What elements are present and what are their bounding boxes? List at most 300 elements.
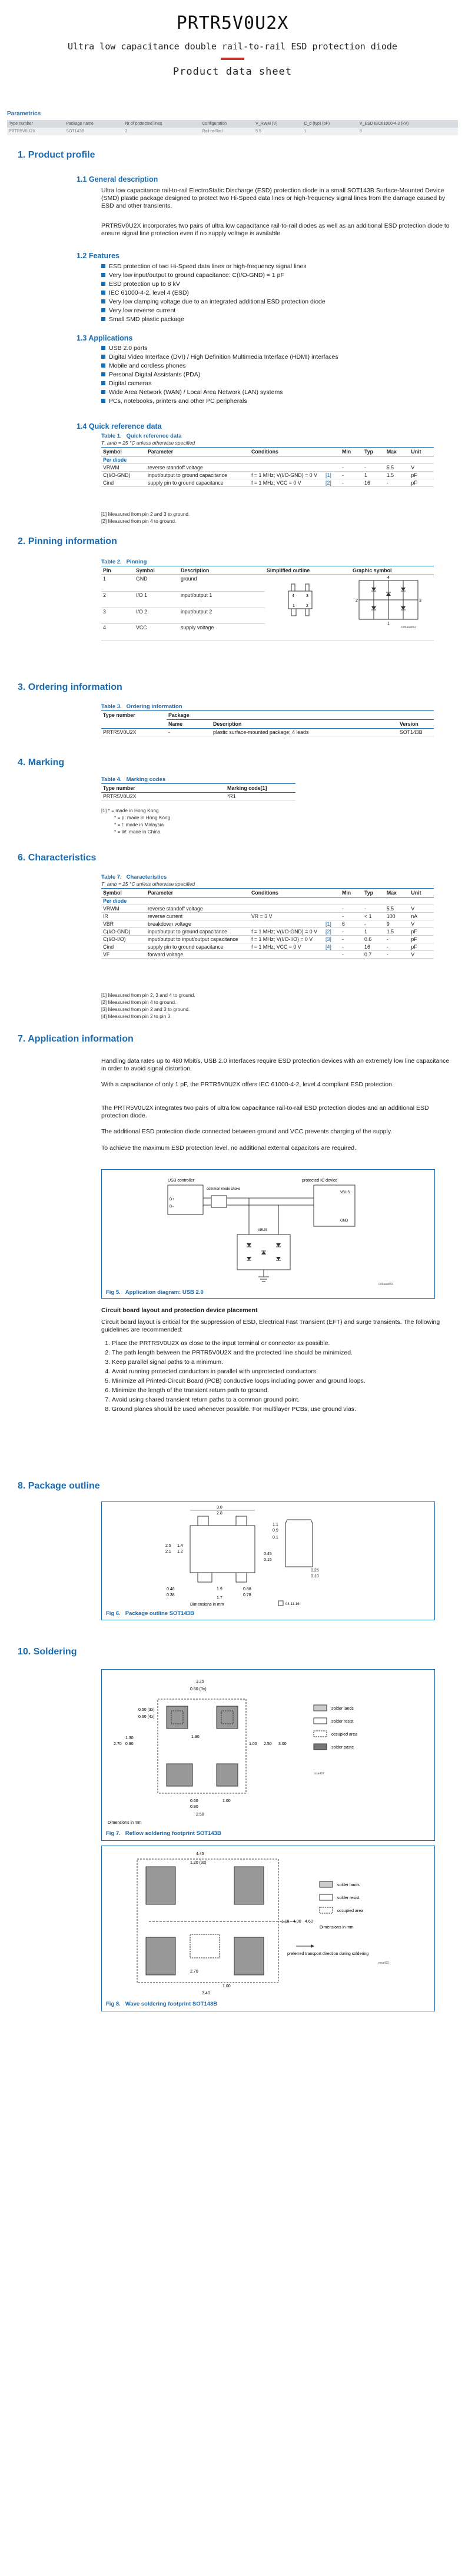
note: [1] * = made in Hong Kong: [101, 807, 159, 813]
dplus-label: D+: [170, 1198, 174, 1202]
col-head: Pin: [101, 566, 134, 575]
ordering-table: [101, 710, 434, 736]
table-3-caption: [101, 703, 182, 710]
cell: I/O 2: [134, 608, 179, 624]
app-p4: The additional ESD protection diode connected between ground and VCC prevents charging of the supply.: [101, 1128, 393, 1135]
cell: -: [340, 936, 363, 943]
cell: 100: [385, 913, 410, 920]
guideline-item: 2. The path length between the PRTR5V0U2X and the protected line should be minimized.: [112, 1349, 465, 1357]
cell: 2: [101, 591, 134, 608]
col-head: [324, 448, 340, 456]
cell: pF: [409, 936, 434, 943]
col-head: Graphic symbol: [351, 566, 434, 575]
figure-8-box: [101, 1846, 435, 2011]
feature-item: ESD protection of two Hi-Speed data lines or high-frequency signal lines: [109, 262, 326, 271]
parametrics-table: [7, 120, 458, 135]
cell: pF: [409, 928, 434, 936]
cell: [250, 905, 324, 913]
cell: I/O 1: [134, 591, 179, 608]
table-7-caption: [101, 874, 167, 880]
cell: forward voltage: [146, 951, 250, 959]
figure-7-caption: [106, 1830, 221, 1837]
fig5-code: 006aaa653: [378, 1283, 394, 1286]
table-row: [101, 464, 434, 472]
figure-7-box: [101, 1669, 435, 1841]
col-head: Description: [179, 566, 265, 575]
symbol-pin-label: 1: [387, 622, 390, 626]
table-4-caption: [101, 776, 165, 783]
application-item: Wide Area Network (WAN) / Local Area Network (LAN) systems: [109, 388, 338, 397]
section-3-heading: 3. Ordering information: [18, 682, 122, 692]
cell: -: [340, 905, 363, 913]
cell: -: [385, 936, 410, 943]
table-2-num: Table 2.: [101, 559, 122, 565]
footnote-ref[interactable]: [1]: [324, 472, 340, 479]
guideline-item: 8. Ground planes should be used whenever possible. For multilayer PCBs, use ground vias.: [112, 1406, 465, 1413]
cell: f = 1 MHz; V(I/O-I/O) = 0 V: [250, 936, 324, 943]
table-row: [101, 951, 434, 959]
cell: f = 1 MHz; VCC = 0 V: [250, 479, 324, 487]
cell: breakdown voltage: [146, 920, 250, 928]
col-head: Version: [398, 720, 434, 729]
dim-label: 0.90: [125, 1742, 134, 1746]
note: [1] Measured from pin 2 and 3 to ground.: [101, 511, 190, 517]
col-head: Name: [167, 720, 211, 729]
dim-label: 1.15: [281, 1920, 290, 1924]
param-col: C_d (typ) (pF): [302, 120, 357, 128]
graphic-symbol-drawing: [353, 573, 424, 629]
dim-label: 1.30: [125, 1736, 134, 1740]
table-7-subcaption: T_amb = 25 °C unless otherwise specified: [101, 881, 195, 887]
cell: 5.5: [385, 464, 410, 472]
cell: VR = 3 V: [250, 913, 324, 920]
fig8-num: Fig 8.: [106, 2001, 121, 2007]
cell: < 1: [363, 913, 385, 920]
section-1-1-heading: 1.1 General description: [77, 175, 158, 183]
cell: VRWM: [101, 905, 146, 913]
param-cell: 8: [358, 128, 458, 135]
dim-label: 3.25: [196, 1680, 204, 1684]
dim-label: 0.88: [243, 1587, 251, 1591]
quick-reference-table: [101, 447, 434, 487]
reflow-code: msa467: [314, 1772, 324, 1776]
feature-item: Very low reverse current: [109, 306, 326, 315]
col-head: [324, 889, 340, 897]
param-col: Nr of protected lines: [124, 120, 201, 128]
cell: 4: [101, 624, 134, 640]
doc-type: Product data sheet: [172, 66, 293, 78]
param-cell: 2: [124, 128, 201, 135]
guideline-item: 4. Avoid running protected conductors in parallel with unprotected conductors.: [112, 1368, 465, 1376]
section-8-heading: 8. Package outline: [18, 1481, 100, 1491]
col-head: Type number: [101, 784, 225, 793]
section-1-3-heading: 1.3 Applications: [77, 334, 133, 342]
guideline-item: 7. Avoid using shared transient return paths to a common ground point.: [112, 1396, 465, 1404]
cell: input/output to ground capacitance: [146, 472, 250, 479]
cell: 1.5: [385, 472, 410, 479]
footnote-ref[interactable]: [1]: [324, 920, 340, 928]
layout-guidelines: [101, 1340, 465, 1415]
marking-table: [101, 783, 295, 800]
col-head: Conditions: [250, 889, 324, 897]
param-cell: 5.5: [254, 128, 302, 135]
vbus-label: VBUS: [258, 1229, 268, 1232]
cell: IR: [101, 913, 146, 920]
dim-label: 2.50: [196, 1813, 204, 1817]
dim-label: 1.00: [222, 1799, 231, 1803]
param-cell: SOT143B: [64, 128, 123, 135]
table-7-title: Characteristics: [126, 874, 167, 880]
note: [2] Measured from pin 4 to ground.: [101, 518, 177, 524]
wave-footprint-drawing: [102, 1846, 434, 2000]
note: * = t: made in Malaysia: [114, 822, 164, 827]
cell: [324, 951, 340, 959]
dim-label: 1.90: [191, 1735, 200, 1739]
dim-label: 1.7: [217, 1596, 222, 1600]
dim-label: 2.5: [165, 1544, 171, 1548]
cell: -: [340, 479, 363, 487]
app-p2: With a capacitance of only 1 pF, the PRTR5V0U2X offers IEC 61000-4-2, level 4 compliant ESD protection.: [101, 1081, 394, 1088]
footnote-ref[interactable]: [2]: [324, 928, 340, 936]
cell: [324, 905, 340, 913]
dim-label: 2.8: [217, 1511, 222, 1516]
application-item: USB 2.0 ports: [109, 344, 338, 353]
cell: 6: [340, 920, 363, 928]
section-1-heading: 1. Product profile: [18, 150, 95, 160]
note: [1] Measured from pin 2, 3 and 4 to ground.: [101, 992, 195, 998]
note: [3] Measured from pin 2 and 3 to ground.: [101, 1006, 190, 1012]
legend-item: solder resist: [337, 1896, 360, 1900]
wave-units: Dimensions in mm: [320, 1926, 354, 1930]
col-head: Min: [340, 889, 363, 897]
section-4-heading: 4. Marking: [18, 758, 65, 768]
cell: f = 1 MHz; V(I/O-GND) = 0 V: [250, 928, 324, 936]
fig7-title: Reflow soldering footprint SOT143B: [125, 1830, 221, 1837]
symbol-pin-label: 4: [387, 576, 390, 580]
table-1-subcaption: T_amb = 25 °C unless otherwise specified: [101, 440, 195, 446]
table-4-notes: [101, 807, 170, 835]
table-7-notes: [101, 992, 195, 1020]
cell: [324, 464, 340, 472]
features-list: [101, 262, 326, 324]
dim-label: 1.20 (3x): [190, 1861, 207, 1865]
characteristics-table: [101, 888, 434, 959]
feature-item: Very low clamping voltage due to an integrated additional ESD protection diode: [109, 298, 326, 305]
figure-6-caption: [106, 1610, 194, 1617]
section-1-2-heading: 1.2 Features: [77, 252, 119, 260]
dim-label: 3.00: [278, 1742, 287, 1746]
cell: PRTR5V0U2X: [101, 793, 225, 800]
fig5-num: Fig 5.: [106, 1289, 121, 1296]
cell: -: [363, 920, 385, 928]
param-col: V_ESD IEC61000-4-2 (kV): [358, 120, 458, 128]
figure-5-box: [101, 1169, 435, 1299]
protected-ic-label: protected IC device: [302, 1179, 338, 1183]
cell: V: [409, 905, 434, 913]
col-head: Package: [167, 711, 434, 720]
table-group: Per diode: [101, 456, 434, 464]
table-2-caption: [101, 559, 147, 565]
param-col: Configuration: [200, 120, 254, 128]
cell: 3: [101, 608, 134, 624]
wave-code: msa422: [378, 1961, 389, 1965]
dim-label: 0.50 (3x): [138, 1708, 155, 1712]
cell: pF: [409, 472, 434, 479]
param-col: Type number: [7, 120, 64, 128]
col-head: Max: [385, 448, 410, 456]
cell: V: [409, 464, 434, 472]
table-3-title: Ordering information: [126, 703, 182, 710]
cell: 1: [363, 472, 385, 479]
title-accent-bar: [221, 58, 244, 60]
guideline-item: 5. Minimize all Printed-Circuit Board (PCB) conductive loops including power and ground loops.: [112, 1377, 465, 1385]
layout-intro: Circuit board layout is critical for the suppression of ESD, Electrical Fast Transient (EFT) and surge transients. The following guidelines are recommended:: [101, 1319, 440, 1333]
table-4-num: Table 4.: [101, 776, 122, 783]
cell: 1: [101, 575, 134, 592]
cell: -: [340, 913, 363, 920]
cell: 16: [363, 479, 385, 487]
section-10-heading: 10. Soldering: [18, 1647, 77, 1657]
table-4-title: Marking codes: [126, 776, 166, 783]
feature-item: Small SMD plastic package: [109, 315, 326, 324]
param-cell: Rail-to-Rail: [200, 128, 254, 135]
legend-item: solder resist: [331, 1720, 354, 1724]
cell: VBR: [101, 920, 146, 928]
cell: f = 1 MHz; VCC = 0 V: [250, 943, 324, 951]
dim-label: 1.00: [222, 1984, 231, 1988]
section-1-4-heading: 1.4 Quick reference data: [77, 422, 162, 431]
footnote-ref[interactable]: [2]: [324, 479, 340, 487]
cell: -: [385, 943, 410, 951]
doc-subtitle: Ultra low capacitance double rail-to-rail ESD protection diode: [68, 41, 397, 52]
vbus-pin-label: VBUS: [340, 1191, 350, 1194]
col-head: Symbol: [101, 448, 146, 456]
cell: PRTR5V0U2X: [101, 729, 167, 736]
cell: GND: [134, 575, 179, 592]
section-2-heading: 2. Pinning information: [18, 536, 117, 546]
dim-label: 0.60 (3x): [190, 1687, 207, 1691]
col-head: Simplified outline: [265, 566, 351, 575]
cell: -: [167, 729, 211, 736]
cell: [324, 913, 340, 920]
cell: input/output to ground capacitance: [146, 928, 250, 936]
outline-pin-label: 1: [293, 604, 295, 608]
col-head: Description: [211, 720, 398, 729]
dim-label: 0.9: [273, 1529, 278, 1533]
note: [4] Measured from pin 2 to pin 3.: [101, 1013, 172, 1019]
reflow-footprint-drawing: [102, 1670, 434, 1828]
app-p3: The PRTR5V0U2X integrates two pairs of ultra low capacitance rail-to-rail ESD protection diodes and an additional ESD protection diode.: [101, 1105, 429, 1119]
cell: reverse standoff voltage: [146, 905, 250, 913]
cell: ground: [179, 575, 265, 592]
outline-pin-label: 2: [306, 604, 308, 608]
simplified-outline-drawing: [277, 579, 324, 623]
col-head: Unit: [409, 448, 434, 456]
guideline-item: 3. Keep parallel signal paths to a minimum.: [112, 1359, 465, 1366]
note: * = p: made in Hong Kong: [114, 815, 171, 820]
col-head: Min: [340, 448, 363, 456]
choke-label: common mode choke: [207, 1187, 241, 1191]
table-7-num: Table 7.: [101, 874, 122, 880]
dim-label: 2.70: [190, 1970, 198, 1974]
table-2-title: Pinning: [126, 559, 147, 565]
table-row: [101, 479, 434, 487]
feature-item: ESD protection up to 8 kV: [109, 280, 326, 289]
cell: 16: [363, 943, 385, 951]
dim-label: 0.78: [243, 1593, 251, 1597]
footnote-ref[interactable]: [3]: [324, 936, 340, 943]
dim-label: 0.15: [264, 1558, 272, 1562]
cell: -: [340, 951, 363, 959]
table-row: [101, 920, 434, 928]
cell: input/output 2: [179, 608, 265, 624]
gnd-pin-label: GND: [340, 1219, 348, 1223]
cell: -: [363, 905, 385, 913]
table-group: Per diode: [101, 897, 434, 905]
cell: reverse current: [146, 913, 250, 920]
dim-label: 4.00: [293, 1920, 301, 1924]
param-col: Package name: [64, 120, 123, 128]
fig8-title: Wave soldering footprint SOT143B: [125, 2001, 218, 2007]
parametrics-heading: Parametrics: [7, 111, 41, 117]
cell: pF: [409, 479, 434, 487]
dim-label: 0.38: [167, 1593, 175, 1597]
cell: Cind: [101, 943, 146, 951]
dim-label: 1.4: [177, 1544, 183, 1548]
cell: input/output to input/output capacitance: [146, 936, 250, 943]
cell: 1.5: [385, 928, 410, 936]
dim-label: 0.1: [273, 1536, 278, 1540]
symbol-pin-label: 2: [356, 599, 358, 603]
cell: -: [363, 464, 385, 472]
dim-label: 0.45: [264, 1552, 272, 1556]
app-p5: To achieve the maximum ESD protection level, no additional external capacitors are required.: [101, 1144, 357, 1152]
layout-subheading: Circuit board layout and protection device placement: [101, 1307, 258, 1314]
outline-pin-label: 4: [292, 594, 294, 598]
section-6-heading: 6. Characteristics: [18, 853, 97, 863]
legend-item: solder lands: [337, 1883, 360, 1887]
dim-label: 1.9: [217, 1587, 222, 1591]
cell: supply voltage: [179, 624, 265, 640]
cell: VRWM: [101, 464, 146, 472]
cell: Cind: [101, 479, 146, 487]
cell: nA: [409, 913, 434, 920]
dim-label: 2.1: [165, 1550, 171, 1554]
cell: supply pin to ground capacitance: [146, 943, 250, 951]
application-item: Digital Video Interface (DVI) / High Definition Multimedia Interface (HDMI) interfaces: [109, 353, 338, 361]
cell: 0.7: [363, 951, 385, 959]
guideline-item: 1. Place the PRTR5V0U2X as close to the input terminal or connector as possible.: [112, 1340, 465, 1347]
symbol-code: 006aaa652: [401, 626, 417, 629]
fig5-title: Application diagram: USB 2.0: [125, 1289, 204, 1296]
cell: reverse standoff voltage: [146, 464, 250, 472]
figure-8-caption: [106, 2001, 217, 2007]
legend-item: occupied area: [337, 1909, 363, 1913]
cell: 0.6: [363, 936, 385, 943]
application-item: Digital cameras: [109, 379, 338, 388]
cell: -: [340, 464, 363, 472]
package-outline-drawing: [102, 1502, 434, 1608]
legend-item: occupied area: [331, 1733, 357, 1737]
note: [2] Measured from pin 4 to ground.: [101, 999, 177, 1005]
figure-5-caption: [106, 1289, 204, 1296]
cell: [250, 951, 324, 959]
dim-label: 4.45: [196, 1852, 204, 1856]
app-p1: Handling data rates up to 480 Mbit/s, USB 2.0 interfaces require ESD protection devices with an extremely low line capacitance in order to avoid signal distortion.: [101, 1057, 450, 1072]
dim-label: 2.70: [114, 1742, 122, 1746]
col-head: Type number: [101, 711, 167, 729]
param-cell: 1: [302, 128, 357, 135]
dim-label: 1.00: [249, 1742, 257, 1746]
cell: f = 1 MHz; V(I/O-GND) = 0 V: [250, 472, 324, 479]
feature-item: Very low input/output to ground capacitance: C(I/O-GND) = 1 pF: [109, 271, 326, 280]
footnote-ref[interactable]: [4]: [324, 943, 340, 951]
col-head: Conditions: [250, 448, 324, 456]
dim-label: 3.40: [202, 1991, 210, 1996]
general-desc-p1: Ultra low capacitance rail-to-rail ElectroStatic Discharge (ESD) protection diode in a small SOT143B Surface-Mounted Device (SMD) plastic package designed to protect two Hi-Speed data lines or high-frequency signal lines from the damage caused by ESD and other transients.: [101, 187, 446, 209]
cell: 5.5: [385, 905, 410, 913]
legend-item: solder paste: [331, 1746, 354, 1750]
dminus-label: D−: [170, 1205, 174, 1209]
cell: VF: [101, 951, 146, 959]
cell: V: [409, 920, 434, 928]
param-col: V_RWM (V): [254, 120, 302, 128]
reflow-units: Dimensions in mm: [108, 1821, 142, 1825]
doc-title: PRTR5V0U2X: [176, 13, 289, 34]
dim-label: 1.2: [177, 1550, 183, 1554]
table-3-num: Table 3.: [101, 703, 122, 710]
units-note: Dimensions in mm: [190, 1603, 224, 1607]
cell: -: [340, 928, 363, 936]
cell: input/output 1: [179, 591, 265, 608]
outline-code: 04-11-16: [285, 1603, 300, 1606]
table-1-num: Table 1.: [101, 433, 122, 439]
dim-label: 2.50: [264, 1742, 272, 1746]
col-head: Marking code[1]: [225, 784, 295, 793]
col-head: Typ: [363, 889, 385, 897]
cell: -: [340, 472, 363, 479]
col-head: Typ: [363, 448, 385, 456]
application-item: Personal Digital Assistants (PDA): [109, 371, 338, 379]
cell: 9: [385, 920, 410, 928]
application-item: PCs, notebooks, printers and other PC peripherals: [109, 397, 338, 406]
dim-label: 4.60: [305, 1920, 313, 1924]
cell: supply pin to ground capacitance: [146, 479, 250, 487]
table-row: [101, 943, 434, 951]
param-cell: PRTR5V0U2X: [7, 128, 64, 135]
col-head: Symbol: [134, 566, 179, 575]
dim-label: 0.90: [190, 1805, 198, 1809]
table-row: [101, 913, 434, 920]
col-head: Max: [385, 889, 410, 897]
col-head: Unit: [409, 889, 434, 897]
fig6-num: Fig 6.: [106, 1610, 121, 1617]
table-row: [101, 936, 434, 943]
cell: SOT143B: [398, 729, 434, 736]
usb-controller-label: USB controller: [168, 1179, 195, 1183]
applications-list: [101, 344, 338, 406]
cell: [250, 920, 324, 928]
dim-label: 3.0: [217, 1506, 222, 1510]
section-7-heading: 7. Application information: [18, 1034, 134, 1044]
table-1-caption: [101, 433, 182, 439]
cell: C(I/O-GND): [101, 472, 146, 479]
note: * = W: made in China: [114, 829, 161, 835]
feature-item: IEC 61000-4-2, level 4 (ESD): [109, 289, 326, 298]
cell: -: [385, 479, 410, 487]
cell: pF: [409, 943, 434, 951]
general-desc-p2: PRTR5V0U2X incorporates two pairs of ultra low capacitance rail-to-rail diodes as well as an additional ESD protection diode to ensure signal line protection even if no supply voltage is available.: [101, 222, 450, 237]
